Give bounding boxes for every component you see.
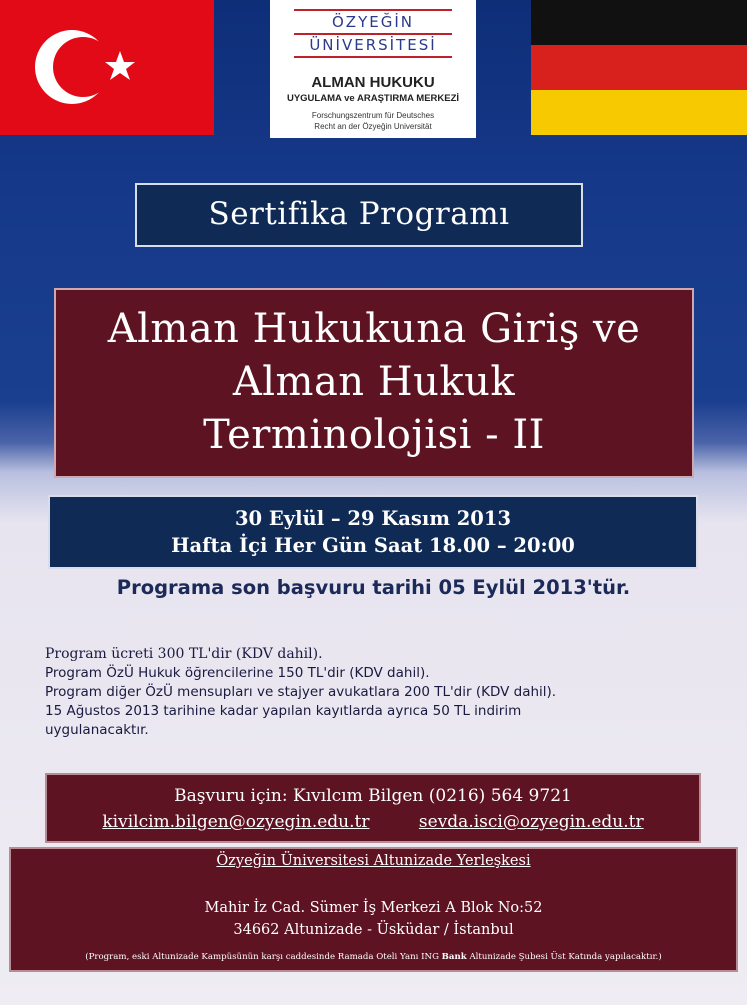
crescent-star-icon (0, 0, 214, 135)
logo-rule-top (294, 9, 452, 11)
fees-section (45, 645, 725, 740)
university-logo (270, 0, 476, 138)
email-kivilcim-link[interactable]: kivilcim.bilgen@ozyegin.edu.tr (102, 812, 370, 832)
logo-university-line2: ÜNİVERSİTESİ (309, 36, 437, 54)
logo-rule-bottom (294, 56, 452, 58)
logo-center-title: ALMAN HUKUKU (311, 74, 435, 91)
address-line1: Mahir İz Cad. Sümer İş Merkezi A Blok No:52 (204, 900, 543, 916)
logo-university-line1: ÖZYEĞİN (332, 13, 414, 31)
logo-rule-middle (294, 33, 452, 35)
schedule-box (48, 495, 698, 569)
campus-name: Özyeğin Üniversitesi Altunizade Yerleşkesi (216, 853, 531, 869)
contact-box (45, 773, 701, 843)
venue-note (11, 952, 736, 962)
germany-flag-black-stripe (531, 0, 747, 45)
program-title-line1: Alman Hukukuna Giriş ve (107, 306, 641, 352)
early-registration-discount-cont: uygulanacaktır. (45, 722, 149, 738)
germany-flag-gold-stripe (531, 90, 747, 135)
venue-note-prefix: (Program, eski Altunizade Kampüsünün karşı caddesinde Ramada Oteli Yanı ING (85, 952, 442, 962)
program-title-box (54, 288, 694, 478)
germany-flag (531, 0, 747, 135)
turkey-flag (0, 0, 214, 135)
program-schedule: Hafta İçi Her Gün Saat 18.00 – 20:00 (171, 534, 575, 557)
venue-note-bank: Bank (441, 952, 467, 962)
contact-emails (47, 809, 699, 835)
logo-center-subtitle: UYGULAMA ve ARAŞTIRMA MERKEZİ (286, 93, 460, 104)
early-registration-discount: 15 Ağustos 2013 tarihine kadar yapılan kayıtlarda ayrıca 50 TL indirim (45, 703, 522, 719)
program-title-line2: Alman Hukuk (232, 359, 516, 405)
application-contact: Başvuru için: Kıvılcım Bilgen (0216) 564 9721 (174, 786, 572, 806)
logo-center-name (270, 74, 476, 105)
email-sevda-link[interactable]: sevda.isci@ozyegin.edu.tr (418, 812, 644, 832)
application-deadline: Programa son başvuru tarihi 05 Eylül 2013'tür. (116, 576, 631, 599)
venue-note-suffix: Altunizade Şubesi Üst Katında yapılacaktır.) (466, 952, 662, 962)
location-box (9, 847, 738, 972)
fee-general: Program ücreti 300 TL'dir (KDV dahil). (45, 646, 323, 662)
fee-law-students: Program ÖzÜ Hukuk öğrencilerine 150 TL'dir (KDV dahil). (45, 665, 430, 681)
program-type-label: Sertifika Programı (135, 183, 583, 247)
program-dates: 30 Eylül – 29 Kasım 2013 (234, 507, 512, 530)
address-line2: 34662 Altunizade - Üsküdar / İstanbul (233, 922, 514, 938)
logo-german-line2: Recht an der Özyeğin Universität (314, 122, 432, 131)
logo-german-line1: Forschungszentrum für Deutsches (311, 111, 435, 120)
fee-members-trainees: Program diğer ÖzÜ mensupları ve stajyer avukatlara 200 TL'dir (KDV dahil). (45, 684, 557, 700)
campus-address (11, 897, 736, 941)
germany-flag-red-stripe (531, 45, 747, 90)
program-title-line3: Terminolojisi - II (203, 412, 545, 458)
